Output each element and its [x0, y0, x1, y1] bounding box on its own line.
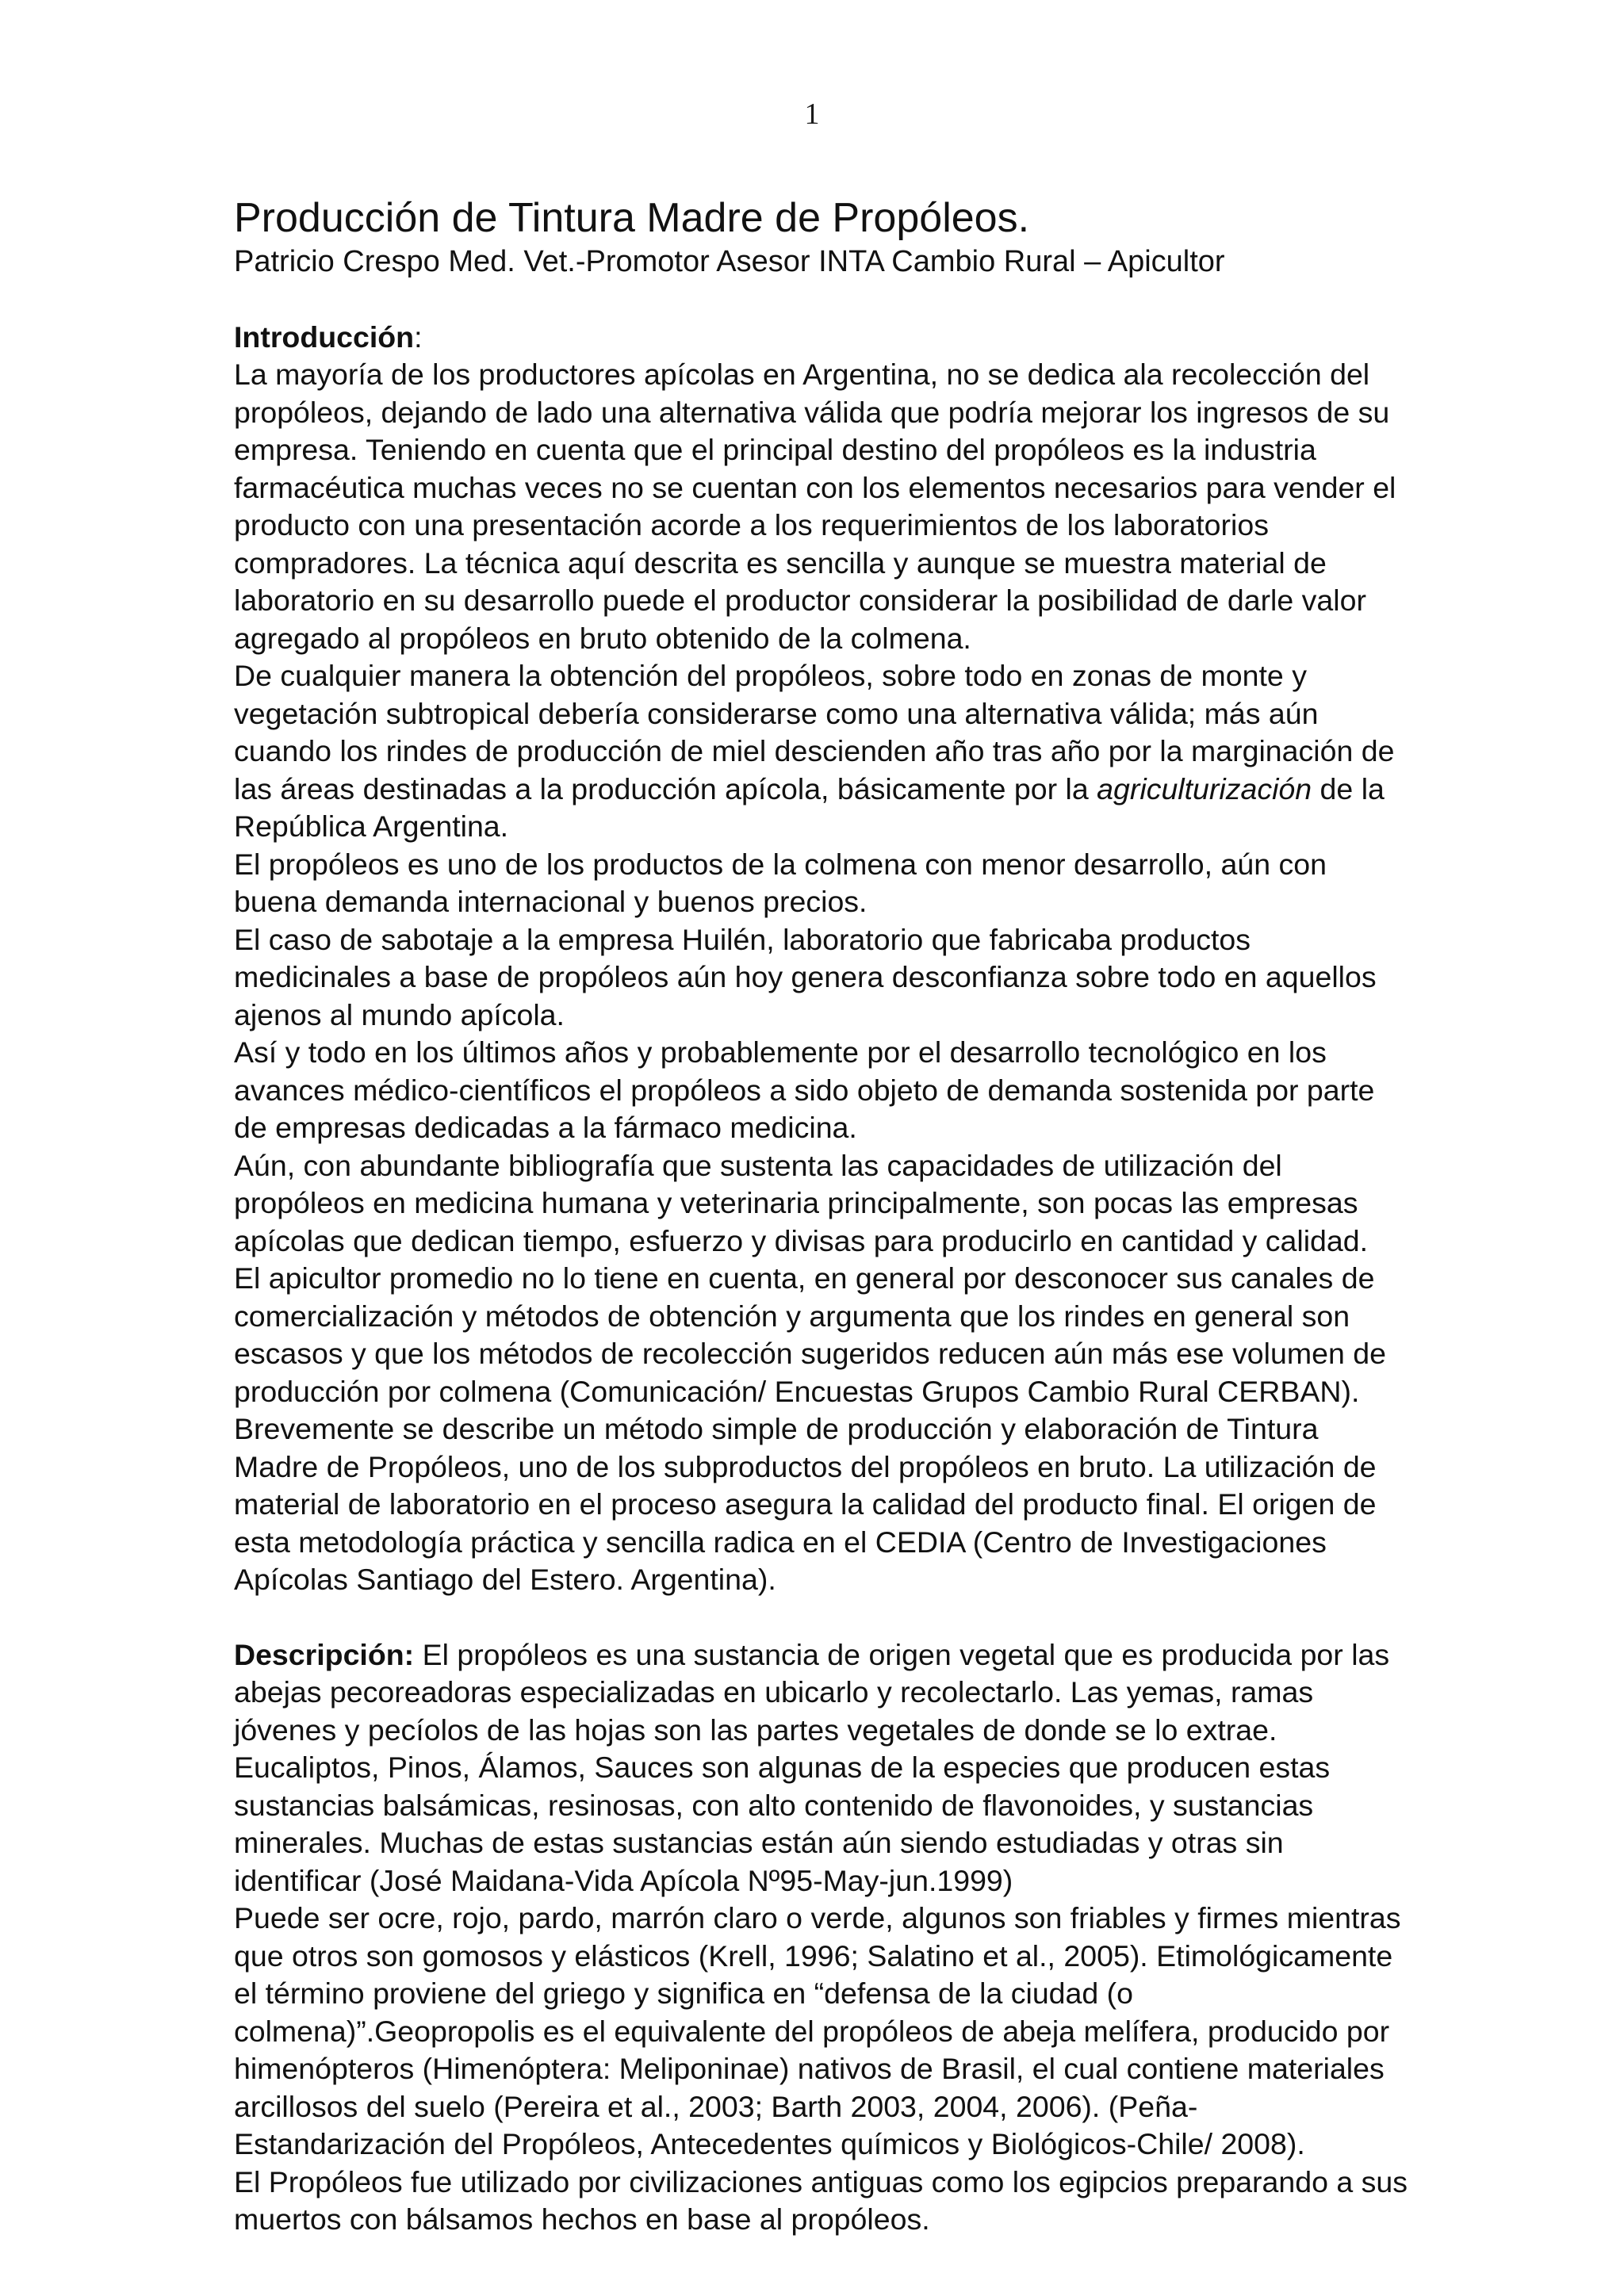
- introduccion-heading-colon: :: [414, 320, 423, 354]
- document-title: Producción de Tintura Madre de Propóleos.: [234, 195, 1030, 241]
- introduccion-paragraph-6: Aún, con abundante bibliografía que sustenta las capacidades de utilización del propóleos en medicina humana y veterinaria principalmente, son pocas las empresas apícolas que dedican tiempo, esfuerzo y divisas para producirlo en cantidad y calidad.: [234, 1148, 1369, 1257]
- introduccion-heading: [234, 318, 1408, 356]
- page-number: 1: [804, 98, 820, 131]
- descripcion-paragraph-3: El Propóleos fue utilizado por civilizaciones antiguas como los egipcios preparando a sus muertos con bálsamos hechos en base al propóleos.: [234, 2164, 1408, 2236]
- introduccion-section: [234, 318, 1408, 1599]
- introduccion-paragraph-2-before: De cualquier manera la obtención del propóleos, sobre todo en zonas de monte y vegetación subtropical debería considerarse como una alternativa válida; más aún cuando los rindes de producción de miel descienden año tras año por la marginación de las áreas destinadas a la producción apícola, básicamente por la: [234, 659, 1395, 806]
- introduccion-paragraph-8: Brevemente se describe un método simple de producción y elaboración de Tintura Madre de Propóleos, uno de los subproductos del propóleos en bruto. La utilización de material de laboratorio en el proceso asegura la calidad del producto final. El origen de esta metodología práctica y sencilla radica en el CEDIA (Centro de Investigaciones Apícolas Santiago del Estero. Argentina).: [234, 1412, 1377, 1596]
- author-line: Patricio Crespo Med. Vet.-Promotor Asesor INTA Cambio Rural – Apicultor: [234, 245, 1225, 278]
- descripcion-heading: Descripción:: [234, 1637, 415, 1671]
- introduccion-paragraph-1: La mayoría de los productores apícolas en Argentina, no se dedica ala recolección del propóleos, dejando de lado una alternativa válida que podría mejorar los ingresos de su empresa. Teniendo en cuenta que el principal destino del propóleos es la industria farmacéutica muchas veces no se cuentan con los elementos necesarios para vender el producto con una presentación acorde a los requerimientos de los laboratorios compradores. La técnica aquí descrita es sencilla y aunque se muestra material de laboratorio en su desarrollo puede el productor considerar la posibilidad de darle valor agregado al propóleos en bruto obtenido de la colmena.: [234, 358, 1396, 655]
- document-body: [234, 193, 1408, 2239]
- introduccion-paragraph-2: [234, 657, 1408, 846]
- introduccion-paragraph-5: Así y todo en los últimos años y probablemente por el desarrollo tecnológico en los avances médico-científicos el propóleos a sido objeto de demanda sostenida por parte de empresas dedicadas a la fármaco medicina.: [234, 1035, 1375, 1144]
- descripcion-paragraph-2: Puede ser ocre, rojo, pardo, marrón claro o verde, algunos son friables y firmes mientras que otros son gomosos y elásticos (Krell, 1996; Salatino et al., 2005). Etimológicamente el término proviene del griego y significa en “defensa de la ciudad (o colmena)”.Geopropolis es el equivalente del propóleos de abeja melífera, producido por himenópteros (Himenóptera: Meliponinae) nativos de Brasil, el cual contiene materiales arcillosos del suelo (Pereira et al., 2003; Barth 2003, 2004, 2006). (Peña-Estandarización del Propóleos, Antecedentes químicos y Biológicos-Chile/ 2008).: [234, 1901, 1401, 2160]
- introduccion-paragraph-7: El apicultor promedio no lo tiene en cuenta, en general por desconocer sus canales de comercialización y métodos de obtención y argumenta que los rindes en general son escasos y que los métodos de recolección sugeridos reducen aún más ese volumen de producción por colmena (Comunicación/ Encuestas Grupos Cambio Rural CERBAN).: [234, 1261, 1386, 1408]
- section-spacer: [234, 1599, 1408, 1636]
- descripcion-paragraph-1: [234, 1636, 1408, 1900]
- introduccion-paragraph-4: El caso de sabotaje a la empresa Huilén, laboratorio que fabricaba productos medicinales a base de propóleos aún hoy genera desconfianza sobre todo en aquellos ajenos al mundo apícola.: [234, 922, 1377, 1031]
- descripcion-section: [234, 1636, 1408, 2239]
- introduccion-paragraph-3: El propóleos es uno de los productos de la colmena con menor desarrollo, aún con buena demanda internacional y buenos precios.: [234, 847, 1327, 918]
- descripcion-paragraph-1-text: El propóleos es una sustancia de origen vegetal que es producida por las abejas pecoreadoras especializadas en ubicarlo y recolectarlo. Las yemas, ramas jóvenes y pecíolos de las hojas son las partes vegetales de donde se lo extrae. Eucaliptos, Pinos, Álamos, Sauces son algunas de la especies que producen estas sustancias balsámicas, resinosas, con alto contenido de flavonoides, y sustancias minerales. Muchas de estas sustancias están aún siendo estudiadas y otras sin identificar (José Maidana-Vida Apícola Nº95-May-jun.1999): [234, 1637, 1390, 1897]
- introduccion-paragraph-2-italic: agriculturización: [1097, 771, 1312, 806]
- introduccion-heading-text: Introducción: [234, 320, 415, 354]
- introduccion-paragraph-2-after: de la República Argentina.: [234, 771, 1385, 843]
